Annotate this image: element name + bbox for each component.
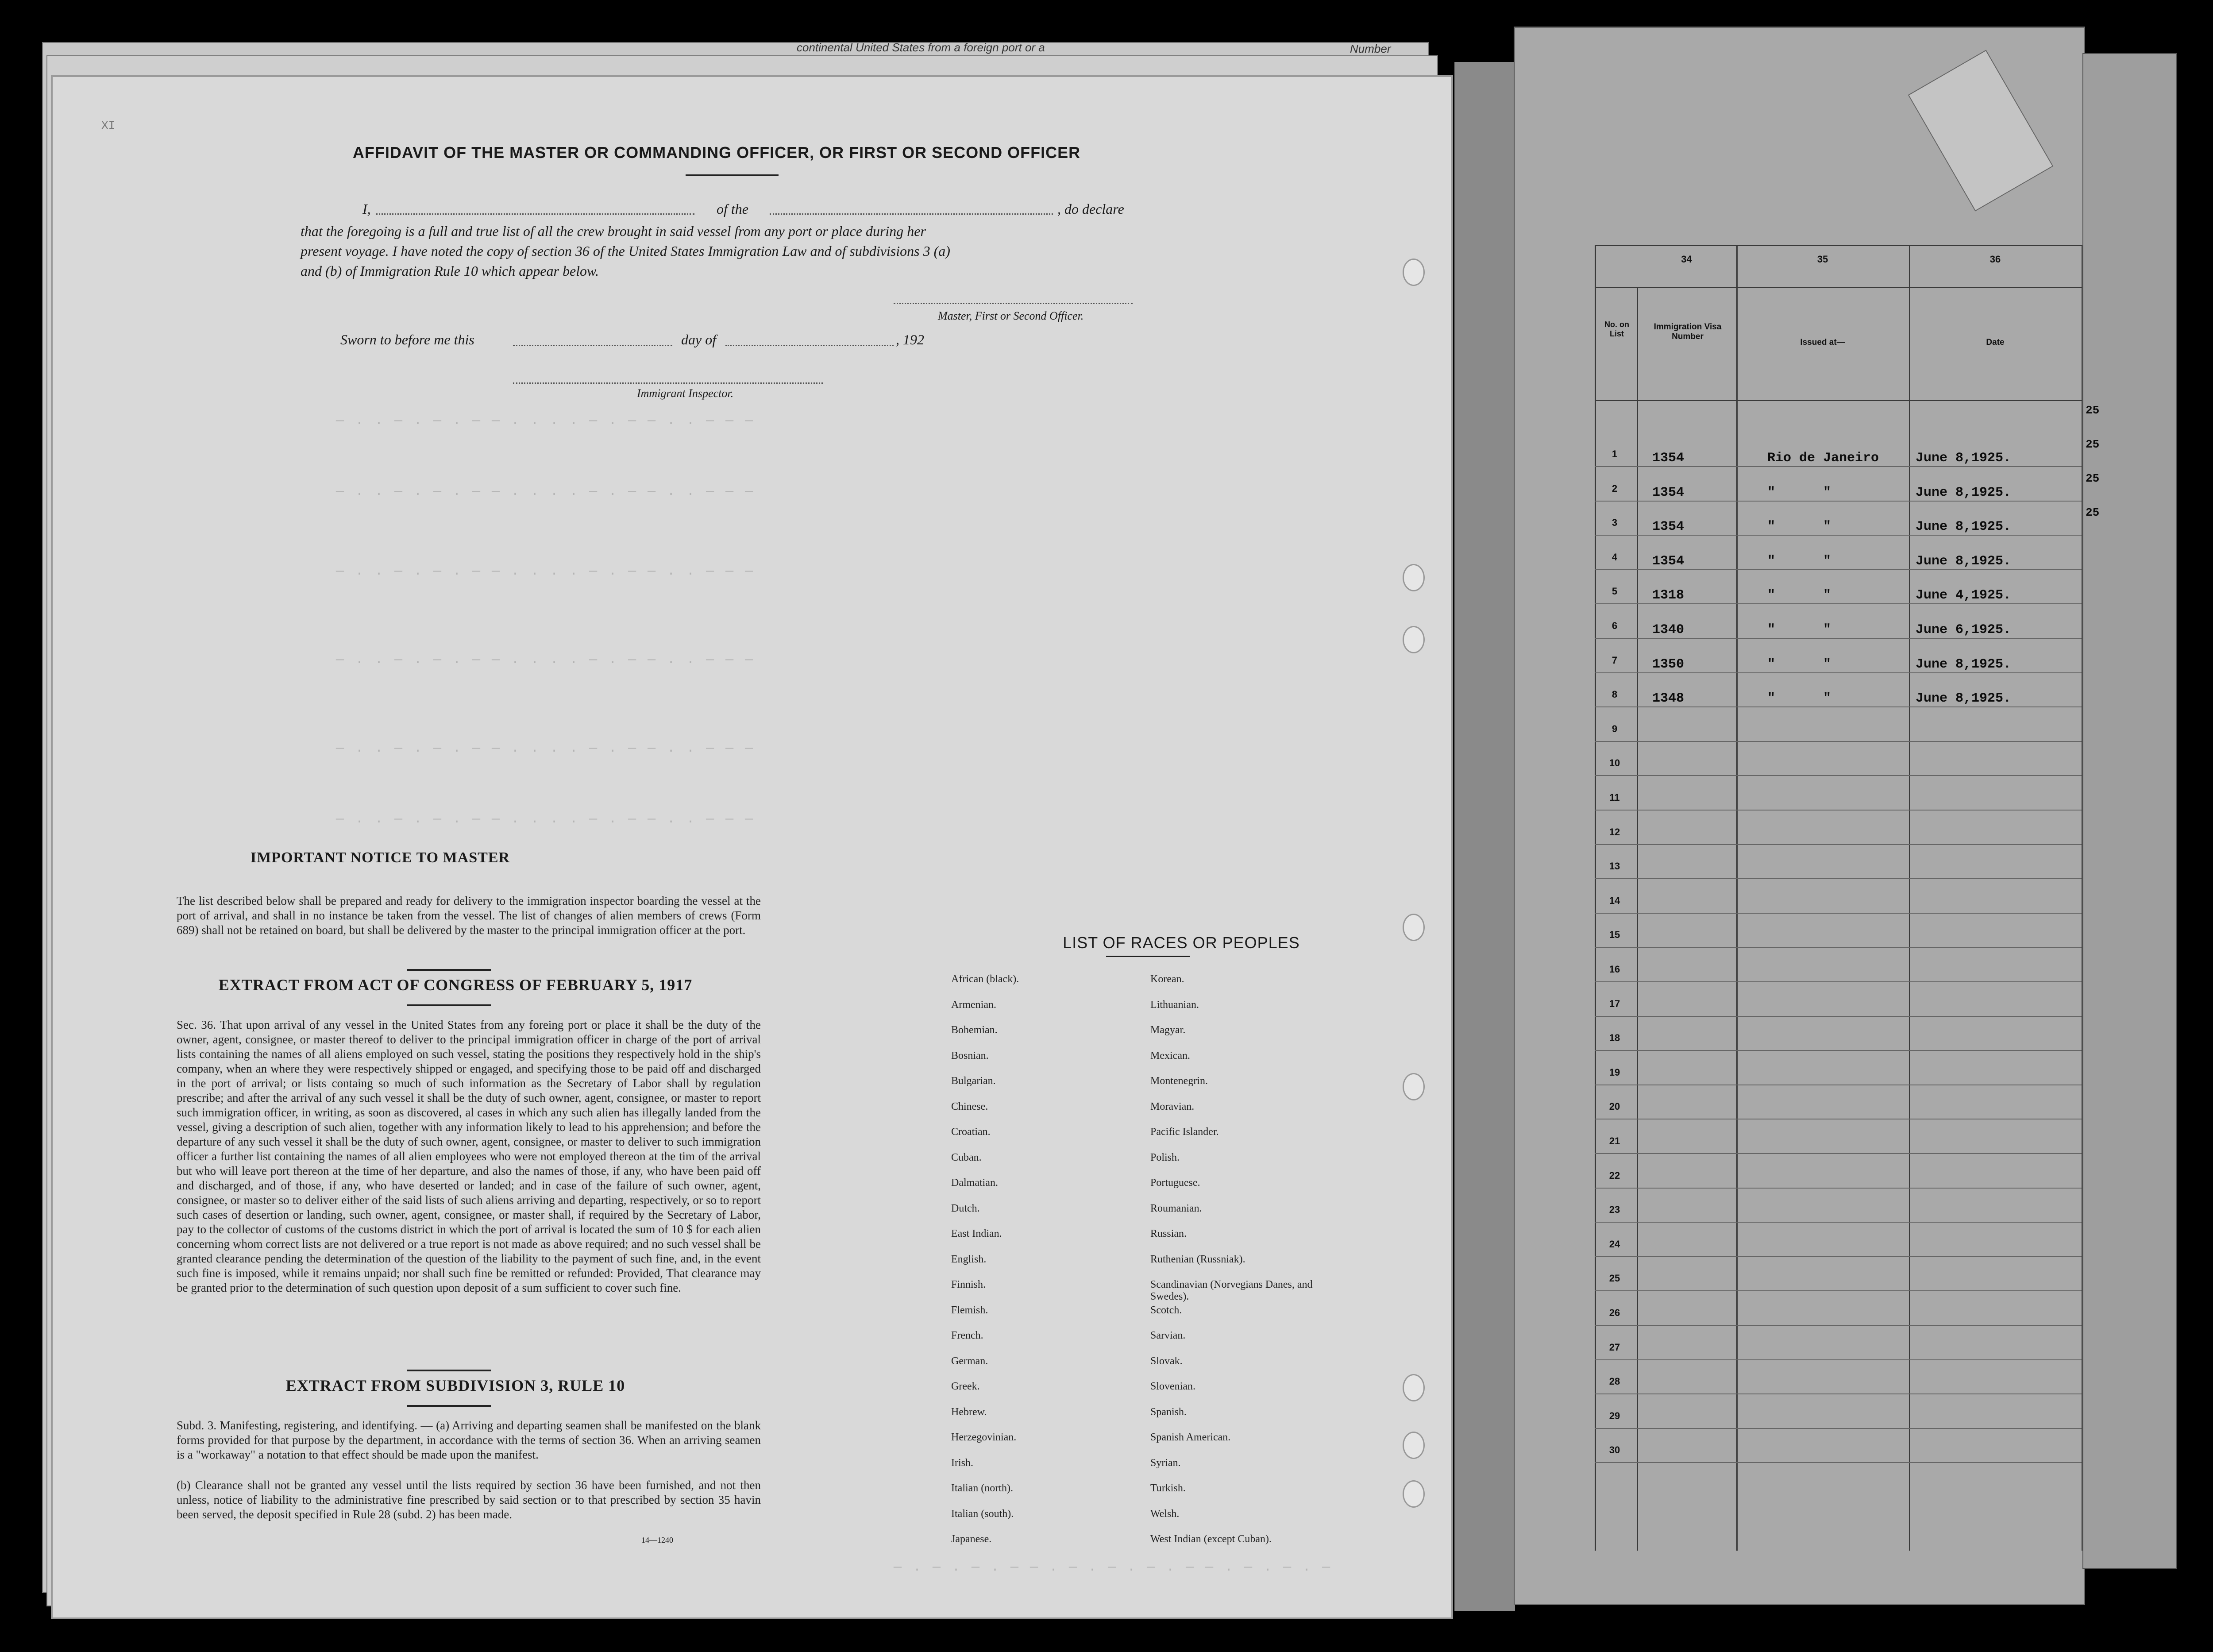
row-divider bbox=[1595, 569, 2082, 570]
race-item: French. bbox=[951, 1330, 983, 1341]
visa-visa: 1354 bbox=[1652, 519, 1685, 535]
row-number: 4 bbox=[1612, 551, 1618, 563]
race-item: Moravian. bbox=[1150, 1100, 1195, 1112]
visa-visa: 1354 bbox=[1652, 553, 1685, 569]
row-divider bbox=[1595, 1325, 2082, 1326]
top-page-number-label: Number bbox=[1350, 42, 1391, 55]
row-divider bbox=[1595, 1188, 2082, 1189]
visa-date: June 8,1925. bbox=[1916, 691, 2012, 706]
row-number: 25 bbox=[1609, 1273, 1620, 1284]
race-item: Irish. bbox=[951, 1457, 973, 1469]
row-divider bbox=[1595, 535, 2082, 536]
row-number: 22 bbox=[1609, 1170, 1620, 1181]
row-divider bbox=[1595, 878, 2082, 879]
visa-visa: 1318 bbox=[1652, 588, 1685, 603]
column-number: 36 bbox=[1989, 254, 2001, 265]
punch-hole bbox=[1403, 1073, 1425, 1100]
race-item: English. bbox=[951, 1253, 987, 1265]
row-number: 28 bbox=[1609, 1376, 1620, 1387]
row-number: 16 bbox=[1609, 964, 1620, 975]
row-number: 1 bbox=[1612, 448, 1618, 459]
bleed-through-row: — . . — . — . — — . . . . — . — — . . — — — bbox=[336, 652, 755, 668]
race-item: Bosnian. bbox=[951, 1050, 989, 1061]
row-divider bbox=[1595, 1428, 2082, 1429]
race-item: Welsh. bbox=[1150, 1508, 1180, 1520]
visa-visa: 1350 bbox=[1652, 656, 1685, 672]
row-number: 29 bbox=[1609, 1410, 1620, 1421]
punch-hole bbox=[1403, 1480, 1425, 1508]
bleed-through-row: — . . — . — . — — . . . . — . — — . . — — — bbox=[336, 812, 755, 827]
row-number: 10 bbox=[1609, 757, 1620, 769]
race-item: Italian (south). bbox=[951, 1508, 1014, 1520]
race-item: Sarvian. bbox=[1150, 1330, 1186, 1341]
race-item: Russian. bbox=[1150, 1228, 1187, 1239]
bleed-through-row: — . . — . — . — — . . . . — . — — . . — — — bbox=[336, 564, 755, 579]
master-signature-label: Master, First or Second Officer. bbox=[938, 309, 1084, 322]
row-divider bbox=[1595, 672, 2082, 673]
extract-rule-title: EXTRACT FROM SUBDIVISION 3, RULE 10 bbox=[285, 1377, 625, 1394]
table-line bbox=[1595, 287, 2082, 288]
race-item: Slovenian. bbox=[1150, 1381, 1195, 1392]
row-number: 21 bbox=[1609, 1135, 1620, 1146]
row-number: 18 bbox=[1609, 1032, 1620, 1044]
race-item: Hebrew. bbox=[951, 1406, 987, 1418]
race-item: Lithuanian. bbox=[1150, 999, 1199, 1011]
race-item: Korean. bbox=[1150, 973, 1184, 985]
race-item: Turkish. bbox=[1150, 1482, 1186, 1494]
form-number: 14—1240 bbox=[641, 1536, 673, 1544]
race-item: Japanese. bbox=[951, 1533, 992, 1545]
row-divider bbox=[1595, 1050, 2082, 1051]
far-right-page bbox=[2082, 53, 2177, 1569]
race-item: Spanish. bbox=[1150, 1406, 1187, 1418]
row-divider bbox=[1595, 638, 2082, 639]
visa-visa: 1354 bbox=[1652, 485, 1685, 500]
row-number: 8 bbox=[1612, 689, 1618, 700]
visa-issued: " " bbox=[1767, 485, 1831, 500]
rule-top bbox=[407, 969, 491, 971]
punch-hole bbox=[1403, 626, 1425, 653]
name-blank bbox=[376, 213, 694, 215]
row-number: 27 bbox=[1609, 1341, 1620, 1353]
row-number: 14 bbox=[1609, 895, 1620, 906]
column-number: 34 bbox=[1681, 254, 1692, 265]
row-number: 11 bbox=[1609, 792, 1620, 803]
visa-issued: Rio de Janeiro bbox=[1767, 451, 1879, 466]
table-line bbox=[1637, 287, 1638, 1551]
visa-issued: " " bbox=[1767, 588, 1831, 603]
extract-rule-body-a: Subd. 3. Manifesting, registering, and identifying. — (a) Arriving and departing seamen shall be manifested on the blank forms provided for that purpose by the department, in accordance with the terms of section 36. When an arriving seamen is a "workaway" a notation to that effect should be made upon the manifest. bbox=[177, 1419, 761, 1461]
race-item: Finnish. bbox=[951, 1279, 986, 1290]
race-item: Roumanian. bbox=[1150, 1202, 1202, 1214]
row-number: 12 bbox=[1609, 826, 1620, 838]
row-divider bbox=[1595, 844, 2082, 845]
visa-issued: " " bbox=[1767, 519, 1831, 535]
edge-mark: 25 bbox=[2086, 404, 2100, 417]
visa-date: June 8,1925. bbox=[1916, 553, 2012, 569]
row-divider bbox=[1595, 981, 2082, 982]
year-label: , 192 bbox=[896, 332, 924, 347]
race-item: Slovak. bbox=[1150, 1355, 1183, 1367]
folded-corner bbox=[1908, 50, 2054, 211]
edge-mark: 25 bbox=[2086, 472, 2100, 485]
row-divider bbox=[1595, 1462, 2082, 1463]
visa-issued: " " bbox=[1767, 553, 1831, 569]
row-divider bbox=[1595, 913, 2082, 914]
table-line bbox=[1736, 245, 1738, 1551]
visa-date: June 8,1925. bbox=[1916, 485, 2012, 500]
row-divider bbox=[1595, 1290, 2082, 1291]
day-blank bbox=[513, 345, 672, 346]
row-divider bbox=[1595, 775, 2082, 776]
bleed-through-row: — . . — . — . — — . . . . — . — — . . — — — bbox=[336, 741, 755, 756]
header-visa-number: Immigration Visa Number bbox=[1654, 322, 1722, 341]
notice-title: IMPORTANT NOTICE TO MASTER bbox=[250, 849, 510, 866]
row-number: 20 bbox=[1609, 1101, 1620, 1112]
race-item: Dutch. bbox=[951, 1202, 980, 1214]
visa-table-page bbox=[1514, 27, 2085, 1605]
race-item: Magyar. bbox=[1150, 1024, 1186, 1036]
row-divider bbox=[1595, 1222, 2082, 1223]
race-item: Armenian. bbox=[951, 999, 996, 1011]
visa-visa: 1354 bbox=[1652, 451, 1685, 466]
races-title-underline bbox=[1106, 956, 1190, 957]
affidavit-line-4: and (b) of Immigration Rule 10 which appear below. bbox=[301, 263, 599, 279]
row-number: 30 bbox=[1609, 1444, 1620, 1456]
table-line bbox=[1909, 245, 1910, 1551]
race-item: Syrian. bbox=[1150, 1457, 1181, 1469]
row-divider bbox=[1595, 810, 2082, 811]
race-item: Portuguese. bbox=[1150, 1177, 1200, 1189]
row-number: 9 bbox=[1612, 723, 1618, 734]
affidavit-line-3: present voyage. I have noted the copy of section 36 of the United States Immigration Law and of subdivisions 3 (a) bbox=[301, 243, 950, 259]
corner-mark: XI bbox=[101, 119, 116, 132]
race-item: West Indian (except Cuban). bbox=[1150, 1533, 1272, 1545]
punch-hole bbox=[1403, 1432, 1425, 1459]
race-item: Ruthenian (Russniak). bbox=[1150, 1253, 1245, 1265]
sworn-label: Sworn to before me this bbox=[340, 332, 474, 347]
row-number: 15 bbox=[1609, 929, 1620, 941]
race-item: African (black). bbox=[951, 973, 1019, 985]
notice-body: The list described below shall be prepared and ready for delivery to the immigration inspector boarding the vessel at the port of arrival, and shall in no instance be taken from the vessel. The list of changes of alien members of crews (Form 689) shall not be retained on board, but shall be delivered by the master to the principal immigration officer at the port. bbox=[177, 894, 761, 937]
punch-hole bbox=[1403, 564, 1425, 591]
race-item: German. bbox=[951, 1355, 988, 1367]
race-item: Herzegovinian. bbox=[951, 1432, 1017, 1443]
master-signature-line bbox=[894, 303, 1133, 304]
visa-visa: 1340 bbox=[1652, 622, 1685, 637]
day-of-label: day of bbox=[681, 332, 717, 347]
row-number: 17 bbox=[1609, 998, 1620, 1009]
edge-mark: 25 bbox=[2086, 506, 2100, 519]
race-item: Bohemian. bbox=[951, 1024, 998, 1036]
punch-hole bbox=[1403, 1374, 1425, 1401]
affidavit-line-2: that the foregoing is a full and true list of all the crew brought in said vessel from any port or place during her bbox=[301, 223, 926, 239]
rule-top bbox=[407, 1370, 491, 1371]
row-number: 19 bbox=[1609, 1066, 1620, 1078]
row-number: 3 bbox=[1612, 517, 1618, 529]
visa-date: June 8,1925. bbox=[1916, 519, 2012, 535]
row-divider bbox=[1595, 1256, 2082, 1257]
row-divider bbox=[1595, 1016, 2082, 1017]
row-number: 26 bbox=[1609, 1307, 1620, 1318]
race-item: Dalmatian. bbox=[951, 1177, 998, 1189]
row-divider bbox=[1595, 501, 2082, 502]
row-number: 7 bbox=[1612, 654, 1618, 666]
month-blank bbox=[725, 345, 894, 346]
row-number: 13 bbox=[1609, 861, 1620, 872]
edge-mark: 25 bbox=[2086, 438, 2100, 451]
affidavit-page bbox=[51, 75, 1453, 1619]
extract-act-body: Sec. 36. That upon arrival of any vessel in the United States from any foreing port or place it shall be the duty of the owner, agent, consignee, or master thereof to deliver to the principal immigration officer in charge of the port of arrival lists containing the names of all aliens employed on such vessel, stating the positions they respectively hold in the ship's company, when an where they were respectively shipped or engaged, and specifying those to be paid off and discharged in the port of arrival; or lists containg so much of such information as the Secretary of Labor shall by regulation prescribe; and after the arrival of any such vessel it shall be the duty of such owner, agent, consignee, or master to report such immigration officer, in writing, as soon as discovered, al cases in which any such alien has illegally landed from the vessel, giving a description of such alien, together with any information likely to lead to his apprehension; and before the departure of any such vessel it shall be the duty of such owner, agent, consignee, or master to deliver to such immigration officer a further list containing the names of all alien employees who were not employed thereon at the tim of the arrival but who will leave port thereon at the time of her departure, and also the names of those, if any, who have been paid off and discharged, and of those, if any, who have deserted or landed; and in case of the failure of such owner, agent, consignee, or master so to deliver either of the said lists of such aliens arriving and departing, respectively, or so to report such cases of desertion or landing, such owner, agent, consignee, or master shall, if required by the Secretary of Labor, pay to the collector of customs of the customs district in which the port of arrival is located the sum of 10 $ for each alien concerning whom correct lists are not delivered or a true report is not made as above required; and no such vessel shall be granted clearance pending the determination of the question of the liability to the payment of such fine, and, in the event such fine is imposed, while it remains unpaid; nor shall such fine be remitted or refunded: Provided, That clearance may be granted prior to the determination of such question upon deposit of a sum sufficient to cover such fine. bbox=[177, 1018, 761, 1294]
top-page-line: continental United States from a foreign port or a bbox=[797, 41, 1045, 54]
row-divider bbox=[1595, 603, 2082, 604]
punch-hole bbox=[1403, 914, 1425, 941]
visa-issued: " " bbox=[1767, 691, 1831, 706]
inspector-signature-line bbox=[513, 382, 823, 384]
title-underline bbox=[686, 174, 779, 176]
race-item: Polish. bbox=[1150, 1151, 1180, 1163]
race-item: Spanish American. bbox=[1150, 1432, 1231, 1443]
header-no-on-list: No. on List bbox=[1604, 320, 1629, 338]
race-item: East Indian. bbox=[951, 1228, 1002, 1239]
page-spine bbox=[1454, 62, 1515, 1611]
rule-bottom bbox=[407, 1004, 491, 1006]
row-number: 2 bbox=[1612, 482, 1618, 494]
row-divider bbox=[1595, 1393, 2082, 1394]
row-divider bbox=[1595, 947, 2082, 948]
visa-visa: 1348 bbox=[1652, 691, 1685, 706]
row-number: 5 bbox=[1612, 586, 1618, 597]
race-item: Bulgarian. bbox=[951, 1075, 996, 1087]
race-item: Scandinavian (Norvegians Danes, and Swedes). bbox=[1150, 1279, 1313, 1302]
vessel-blank bbox=[770, 213, 1053, 215]
row-divider bbox=[1595, 1359, 2082, 1360]
race-item: Scotch. bbox=[1150, 1304, 1182, 1316]
row-number: 6 bbox=[1612, 620, 1618, 631]
visa-issued: " " bbox=[1767, 656, 1831, 672]
race-item: Mexican. bbox=[1150, 1050, 1190, 1061]
header-date: Date bbox=[1986, 338, 2005, 347]
row-divider bbox=[1595, 1153, 2082, 1154]
race-item: Italian (north). bbox=[951, 1482, 1013, 1494]
visa-date: June 4,1925. bbox=[1916, 588, 2012, 603]
affidavit-i: I, bbox=[362, 201, 371, 217]
header-issued-at: Issued at— bbox=[1800, 338, 1845, 347]
inspector-label: Immigrant Inspector. bbox=[637, 387, 734, 400]
column-number: 35 bbox=[1817, 254, 1828, 265]
row-divider bbox=[1595, 741, 2082, 742]
affidavit-of-the: of the bbox=[717, 201, 748, 217]
race-item: Greek. bbox=[951, 1381, 980, 1392]
race-item: Flemish. bbox=[951, 1304, 988, 1316]
affidavit-title: AFFIDAVIT OF THE MASTER OR COMMANDING OFFICER, OR FIRST OR SECOND OFFICER bbox=[352, 143, 1081, 162]
race-item: Croatian. bbox=[951, 1126, 991, 1138]
visa-date: June 8,1925. bbox=[1916, 656, 2012, 672]
rule-bottom bbox=[407, 1405, 491, 1407]
extract-act-title: EXTRACT FROM ACT OF CONGRESS OF FEBRUARY 5, 1917 bbox=[218, 976, 693, 994]
punch-hole bbox=[1403, 259, 1425, 286]
race-item: Pacific Islander. bbox=[1150, 1126, 1219, 1138]
extract-rule-body-b: (b) Clearance shall not be granted any vessel until the lists required by section 36 have been furnished, and not then unless, notice of liability to the administrative fine prescribed by said section or to that prescribed by section 35 havin been served, the deposit specified in Rule 28 (subd. 2) has been made. bbox=[177, 1478, 761, 1521]
bleed-through-row: — . . — . — . — — . . . . — . — — . . — — — bbox=[336, 413, 755, 428]
row-number: 24 bbox=[1609, 1238, 1620, 1250]
bleed-through-row: — . — . — . — — . — . — . — . — — . — . — . — bbox=[894, 1560, 1332, 1575]
row-divider bbox=[1595, 706, 2082, 707]
table-line bbox=[1595, 245, 2082, 246]
table-line bbox=[1595, 400, 2082, 401]
race-item: Chinese. bbox=[951, 1100, 988, 1112]
bleed-through-row: — . . — . — . — — . . . . — . — — . . — — — bbox=[336, 484, 755, 499]
table-line bbox=[1595, 245, 1596, 1551]
row-divider bbox=[1595, 466, 2082, 467]
visa-date: June 6,1925. bbox=[1916, 622, 2012, 637]
row-number: 23 bbox=[1609, 1204, 1620, 1216]
visa-date: June 8,1925. bbox=[1916, 451, 2012, 466]
affidavit-declare: , do declare bbox=[1057, 201, 1124, 217]
race-item: Montenegrin. bbox=[1150, 1075, 1208, 1087]
visa-issued: " " bbox=[1767, 622, 1831, 637]
races-title: LIST OF RACES OR PEOPLES bbox=[1063, 934, 1300, 952]
race-item: Cuban. bbox=[951, 1151, 982, 1163]
